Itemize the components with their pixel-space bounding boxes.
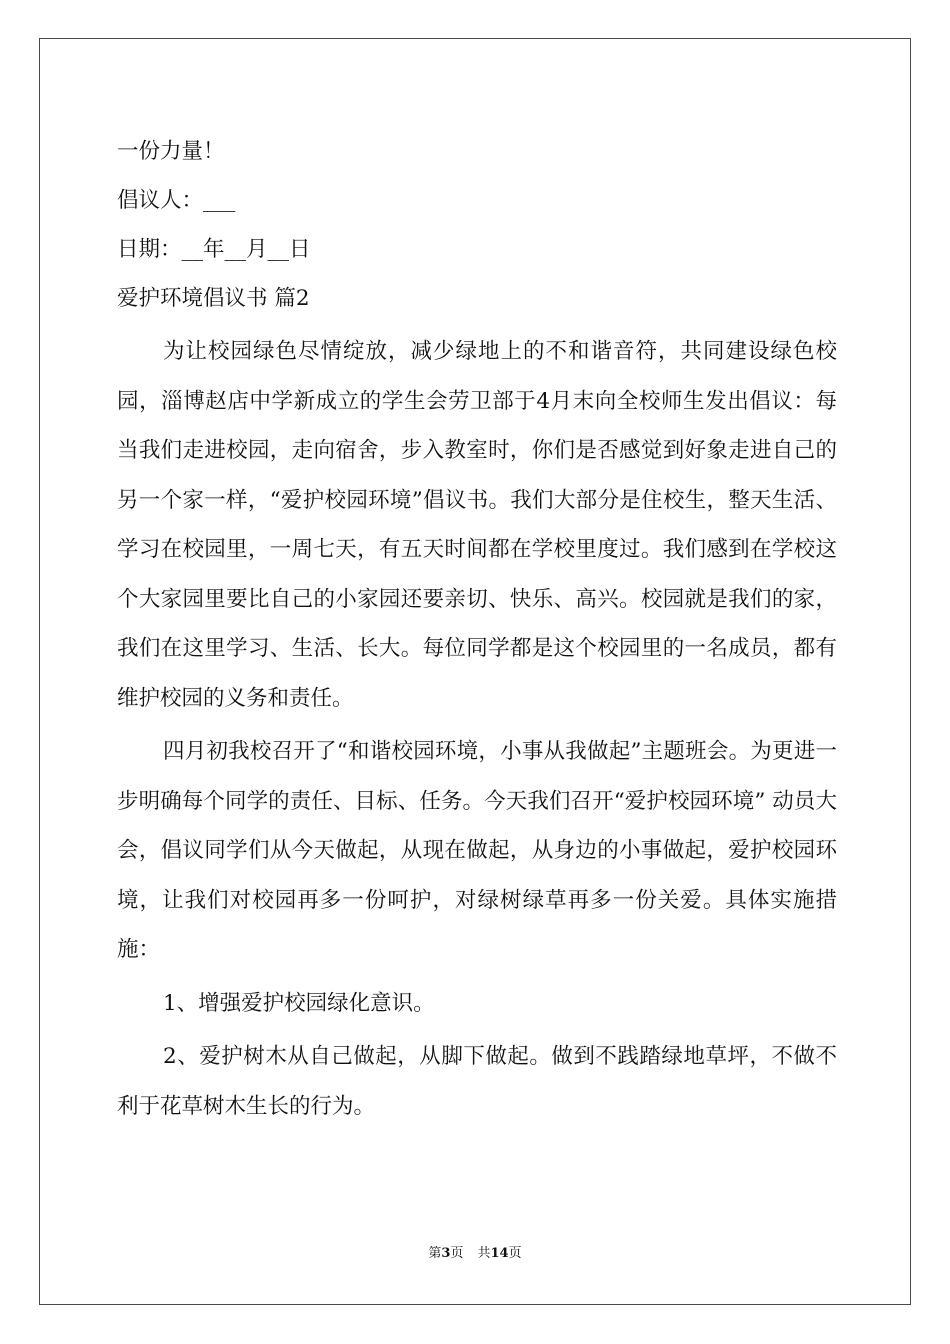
list-item-2: 2、爱护树木从自己做起，从脚下做起。做到不践踏绿地草坪，不做不利于花草树木生长的行为。 (117, 1044, 837, 1119)
list-item-1: 1、增强爱护校园绿化意识。 (163, 990, 435, 1016)
total-prefix: 共 (477, 1246, 491, 1261)
paragraph-2: 四月初我校召开了“和谐校园环境，小事从我做起”主题班会。为更进一步明确每个同学的责任、目标、任务。今天我们召开“爱护校园环境” 动员大会，倡议同学们从今天做起，从现在做起，从身边的小事做起，爱护校园环境，让我们对校园再多一份呵护，对绿树绿草再多一份关爱。具体实施措施： (117, 739, 837, 962)
closing-line: 一份力量！ (117, 139, 225, 164)
page-suffix: 页 (450, 1246, 464, 1261)
section-heading: 爱护环境倡议书 篇2 (117, 286, 310, 311)
page-footer (0, 1242, 950, 1261)
total-suffix: 页 (508, 1246, 522, 1261)
page-prefix: 第 (428, 1246, 442, 1261)
date-line: 日期：__年__月__日 (117, 237, 311, 262)
page-number: 3 (441, 1246, 451, 1261)
paragraph-1: 为让校园绿色尽情绽放，减少绿地上的不和谐音符，共同建设绿色校园，淄博赵店中学新成立的学生会劳卫部于4月末向全校师生发出倡议：每当我们走进校园，走向宿舍，步入教室时，你们是否感觉到好象走进自己的另一个家一样，“爱护校园环境”倡议书。我们大部分是住校生，整天生活、学习在校园里，一周七天，有五天时间都在学校里度过。我们感到在学校这个大家园里要比自己的小家园还要亲切、快乐、高兴。校园就是我们的家，我们在这里学习、生活、长大。每位同学都是这个校园里的一名成员，都有维护校园的义务和责任。 (117, 339, 837, 711)
document-body (117, 131, 837, 1131)
total-pages: 14 (490, 1246, 509, 1261)
initiator-line: 倡议人：___ (117, 188, 236, 213)
